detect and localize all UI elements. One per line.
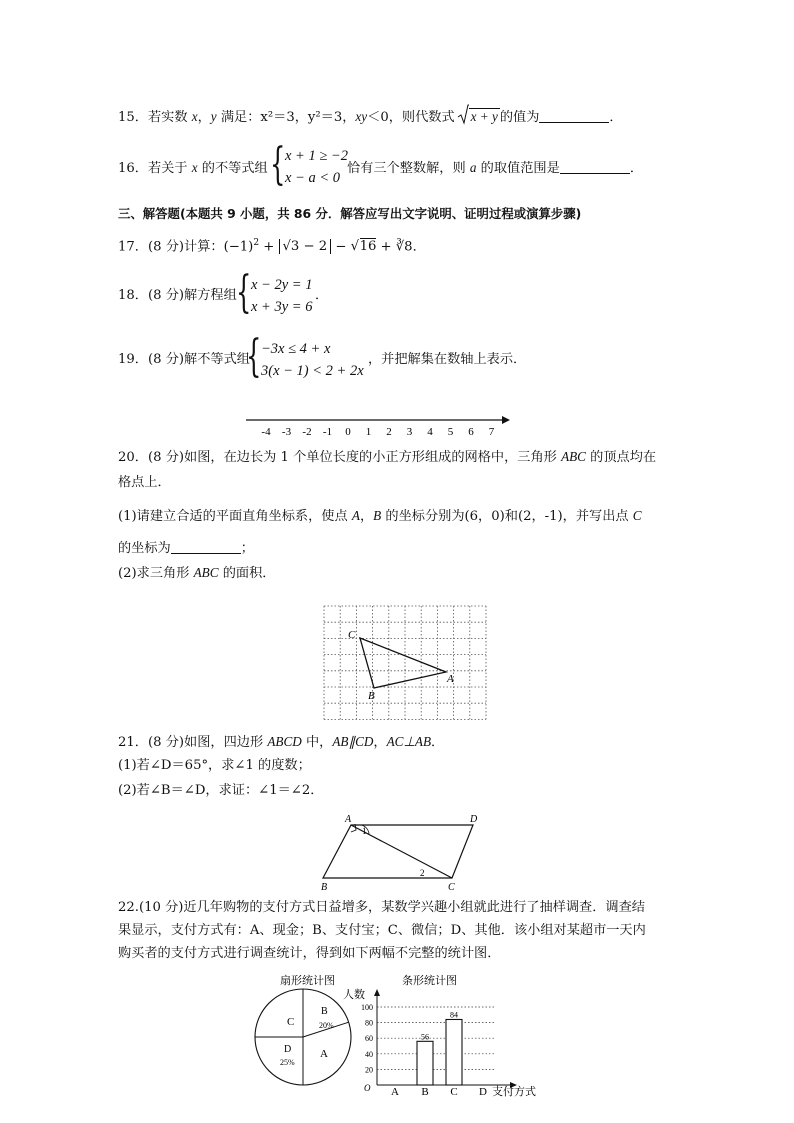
label-A: A [447,673,454,685]
q20-p2-abc: ABC [193,565,219,580]
q16-answer-blank[interactable] [560,159,630,174]
bar-ytick-label: 20 [365,1065,373,1075]
pie-title: 扇形统计图 [280,975,335,987]
number-line-arrow-icon [502,416,510,424]
question-17 [118,234,426,256]
number-line-tick-label: 5 [447,426,454,438]
q18-row1: x − 2y = 1 [251,277,313,293]
q20-p1-end: ； [240,541,254,556]
label-B: B [368,690,375,702]
label-C: C [348,629,356,641]
q21-parallelogram-figure [315,810,490,892]
q20-line2: 格点上． [118,475,171,490]
q15-y2: y²＝3， [307,110,356,125]
q16-prefix: 16．若关于 [118,161,192,176]
q20-line1 [118,448,656,467]
q15-x2: x²＝3， [260,110,308,125]
bar-category-label-A: A [391,1086,399,1098]
pie-label-D-pct: 25% [280,1058,295,1067]
q15-xy: xy [355,109,368,124]
q15-cond: ＜0，则代数式 [367,110,455,125]
q17-plus2: + [376,239,396,255]
q19-suffix: ，并把解集在数轴上表示． [368,352,527,367]
number-line-tick-label: -3 [281,426,292,438]
section-3-title: 三、解答题(本题共 9 小题，共 86 分．解答应写出文字说明、证明过程或演算步骤) [118,206,582,221]
q17-sqrt-icon: √ [350,239,359,255]
number-line-ticks [261,426,494,438]
q20-abc: ABC [561,449,586,464]
q15-answer-blank[interactable] [539,108,609,123]
pie-chart [255,989,351,1085]
q19-system [261,338,364,382]
q22-line1: 22.(10 分)近几年购物的支付方式日益增多，某数学兴趣小组就此进行了抽样调查．调查结 [118,900,645,915]
grid-lines [324,606,486,719]
q20-text-b: 的顶点均在 [585,450,657,465]
q22-charts [250,968,550,1102]
q16-system [285,145,348,189]
q16-suffix: 的取值范围是 [476,161,560,176]
number-line-tick-label: -2 [302,426,312,438]
q20-p2-b: 的面积． [218,566,276,581]
bar-ytick-label: 60 [365,1034,373,1044]
q21-comma: ， [373,735,387,750]
q18-end: ． [315,288,329,303]
q17-cuberoot: ∛8 [395,239,413,255]
q19-row1: −3x ≤ 4 + x [261,341,331,357]
q16-row2: x − a < 0 [285,170,341,186]
q20-answer-blank[interactable] [171,539,241,554]
label-angle-1: 1 [362,826,367,836]
q20-p1-C: C [632,508,642,523]
q16-brace: { [270,139,286,190]
q21-perp: AC⊥AB [386,734,432,749]
bar-xlabel: 支付方式 [492,1086,536,1098]
q20-p1-B: B [373,508,382,523]
q19-brace: { [246,331,262,382]
question-15: 15．若实数 x，y 满足：x²＝3，y²＝3，xy＜0，则代数式 x + y 的值为 ． [118,108,623,127]
q15-radicand: x + y [470,109,498,124]
number-line-tick-label: 1 [365,426,372,438]
label-A: A [345,814,352,825]
bar-data-label-B: 56 [421,1032,429,1042]
q16-after: 恰有三个整数解，则 [347,161,470,176]
q15-suffix: 的值为 [499,110,540,125]
number-line [240,410,510,440]
q19-row2: 3(x − 1) < 2 + 2x [261,363,364,379]
bar-ytick-label: 80 [365,1018,373,1028]
bar-data-label-C: 84 [450,1010,458,1020]
q20-part2 [118,564,276,583]
q15-var-x: x [191,109,198,124]
bar-chart [361,1003,496,1098]
label-C: C [448,882,455,892]
bar-origin: O [364,1083,371,1093]
q21-abcd: ABCD [267,734,302,749]
pie-label-B-pct: 20% [319,1021,334,1030]
q21-end: ． [431,735,445,750]
pie-label-C: C [287,1016,295,1028]
question-16 [118,159,268,178]
q16-var-x: x [191,160,198,175]
q15-mid: 满足： [216,110,261,125]
q17-end: ． [412,239,426,255]
q21-line1 [118,733,444,752]
q20-p1-line2: 的坐标为 [118,541,171,556]
q20-p1-comma: ， [359,509,374,524]
number-line-tick-label: 0 [345,426,351,438]
pie-label-B: B [321,1006,328,1017]
number-line-tick-label: -1 [322,426,333,438]
number-line-tick-label: 6 [468,426,474,438]
bar-title: 条形统计图 [402,975,457,987]
q21-part1: (1)若∠D＝65°，求∠1 的度数； [118,758,311,773]
q16-tail: 恰有三个整数解，则 a 的取值范围是 ． [347,160,643,176]
q20-part1 [118,507,642,526]
q16-row1: x + 1 ≥ −2 [285,148,348,164]
bar-ylabel: 人数 [343,989,365,1001]
q19-prefix: 19．(8 分)解不等式组 [118,352,250,367]
q20-p1-A: A [351,508,360,523]
q17-plus: + [259,239,279,255]
q21-text-b: 中， [301,735,333,750]
parallelogram-abcd [323,825,473,878]
q21-parallel: AB∥CD [332,734,374,749]
bar-category-label-C: C [450,1086,458,1098]
q15-var-y: y [210,109,217,124]
pie-label-D: D [284,1044,292,1055]
q21-part2: (2)若∠B＝∠D，求证：∠1＝∠2． [118,783,324,798]
q16-var-a: a [469,160,477,175]
bar-C [446,1019,462,1085]
q15-comma: ， [197,110,211,125]
bar-category-label-D: D [479,1086,487,1098]
q21-text-a: 21．(8 分)如图，四边形 [118,735,268,750]
q18-brace: { [236,267,252,318]
label-B: B [321,882,328,892]
bar-B [417,1041,433,1085]
q20-p1-a: (1)请建立合适的平面直角坐标系，使点 [118,509,352,524]
bar-ytick-label: 100 [361,1003,373,1012]
number-line-tick-label: 2 [386,426,392,438]
bar-category-label-B: B [421,1086,429,1098]
q17-sqrt16: 16 [359,239,377,255]
q17-term1: (−1) [223,239,254,255]
label-D: D [470,814,478,825]
number-line-tick-label: 4 [427,426,433,438]
q17-exponent: 2 [253,238,260,248]
q20-text-a: 20．(8 分)如图，在边长为 1 个单位长度的小正方形组成的网格中，三角形 [118,450,562,465]
q18-system [251,274,312,318]
q16-mid: 的不等式组 [197,161,268,176]
q20-grid-figure [318,600,488,728]
q22-line2: 果显示，支付方式有：A、现金；B、支付宝；C、微信；D、其他．该小组对某超市一天内 [118,923,646,938]
q20-p2-a: (2)求三角形 [118,566,194,581]
q17-prefix: 17．(8 分)计算： [118,239,224,255]
q18-prefix: 18．(8 分)解方程组 [118,288,237,303]
number-line-tick-label: -4 [261,426,271,438]
q18-row2: x + 3y = 6 [251,299,313,315]
q17-absolute: √3 − 2 [279,239,332,254]
number-line-tick-label: 3 [406,426,413,438]
pie-label-A: A [320,1048,328,1060]
q20-part1-line2 [118,539,254,558]
q20-p1-b: 的坐标分别为(6，0)和(2，-1)，并写出点 [381,509,633,524]
q17-minus: − [331,239,351,255]
label-angle-2: 2 [420,868,425,878]
q15-radical-icon [457,104,469,126]
q15-prefix: 15．若实数 [118,110,192,125]
bar-ytick-label: 40 [365,1049,373,1059]
number-line-tick-label: 7 [488,426,495,438]
y-axis-arrow-icon [374,989,380,996]
q22-line3: 购买者的支付方式进行调查统计，得到如下两幅不完整的统计图． [118,946,501,961]
